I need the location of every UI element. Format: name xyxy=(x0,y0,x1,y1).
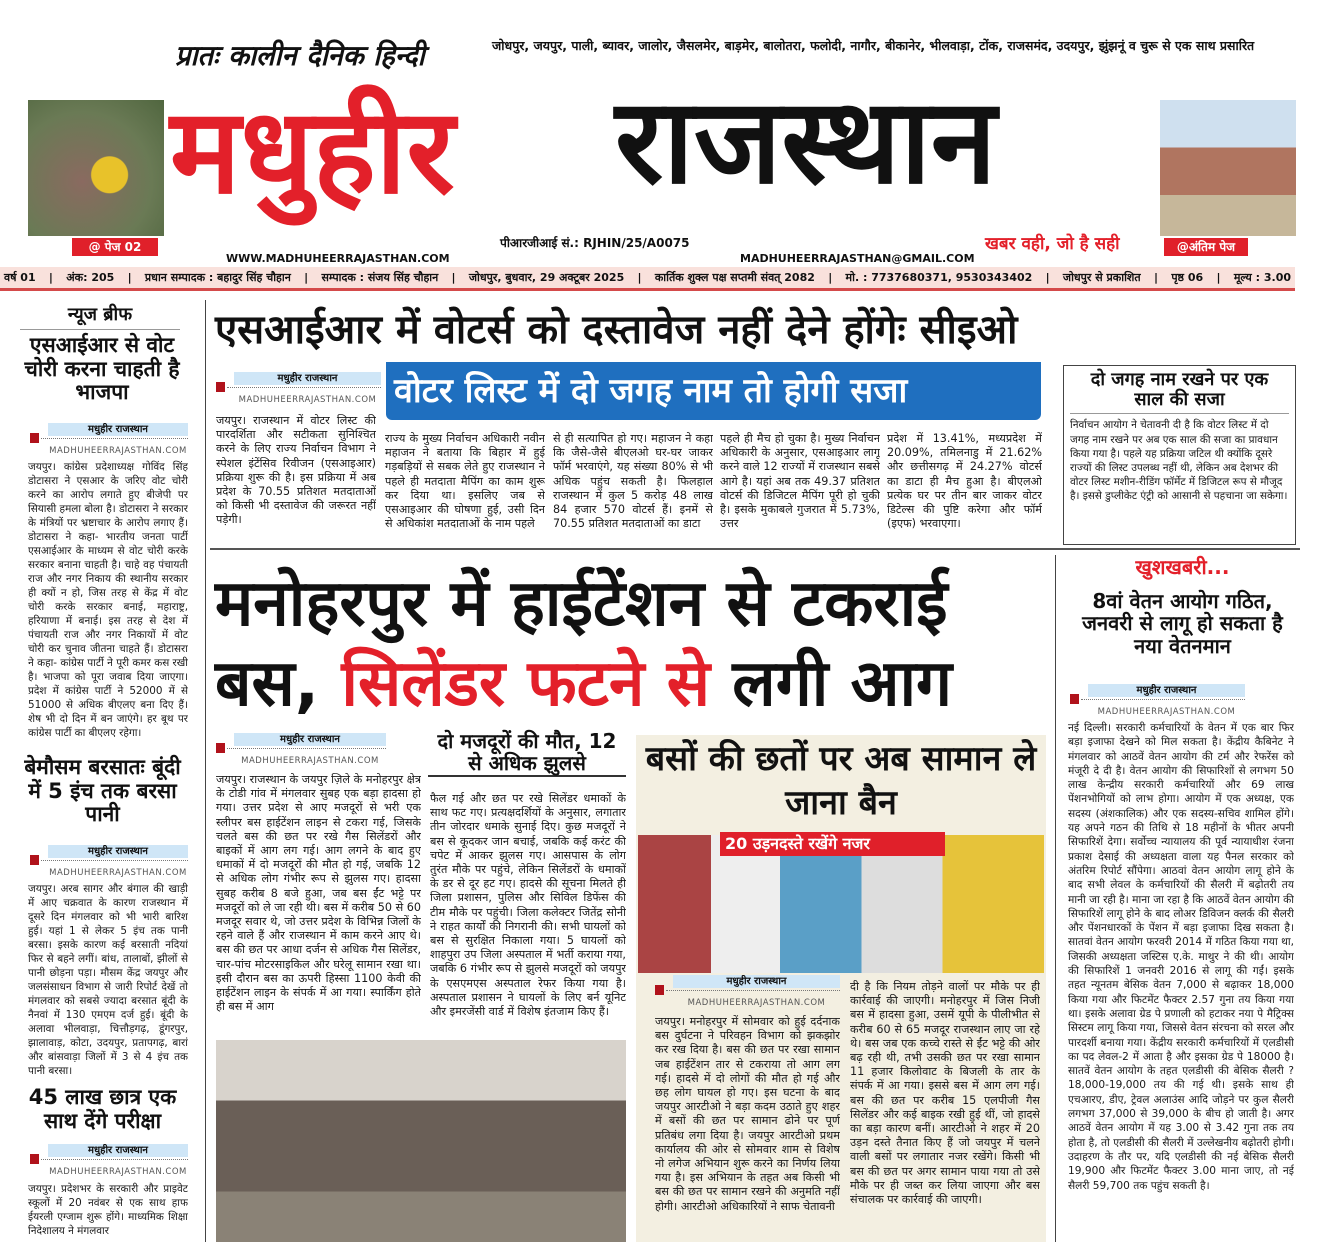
logo-red: मधुहीर xyxy=(170,82,455,220)
byline: मधुहीर राजस्थान MADHUHEERRAJASTHAN.COM xyxy=(30,423,188,459)
last-page-teaser-photo[interactable] xyxy=(1160,100,1296,236)
brief-1-text: जयपुर। कांग्रेस प्रदेशाध्यक्ष गोविंद सिंह डोटासरा ने एसआर के जरिए वोट चोरी करने का आरोप लगाते हुए बीजेपी पर सियासी हमला बोला है। डोटासरा ने सरकार के मंत्रियों पर भ्रष्टाचार के आरोप लगाए हैं। डोटासरा ने कहा- भारतीय जनता पार्टी एसआईआर के माध्यम से वोट चोरी करके सरकार बनाना चाहती है। चाहे वह पंचायती राज और नगर निकाय की स्थानीय सरकार ही क्यों न हो, जिस तरह से केंद्र में वोट चोरी करके सरकार बनाई, महाराष्ट्र, हरियाणा में बनाई। इस तरह से देश में पंचायती राज और नगर निकायों में वोट चोरी कर चुनाव जीतना चाहते हैं। डोटासरा ने कहा- कांग्रेस पार्टी ने पूरी कमर कस रखी है। भाजपा को पूरा जवाब दिया जाएगा। प्रदेश में कांग्रेस पार्टी ने 52000 में से 51000 से अधिक बीएलए बना दिए हैं। शेष भी दो दिन में बन जाएंगे। हर बूथ पर कांग्रेस पार्टी का बीएलए रहेगा। xyxy=(28,461,188,739)
brief-2-text: जयपुर। अरब सागर और बंगाल की खाड़ी में आए चक्रवात के कारण राजस्थान में दूसरे दिन मंगलवार को भी भारी बारिश हुई। यहां 1 से लेकर 5 इंच तक पानी बरसा। इसके कारण कई बरसाती नदियां फिर से बहने लगीं। बांध, तालाबों, झीलों से पानी छोड़ना पड़ा। मौसम केंद्र जयपुर और जलसंसाधन विभाग से जारी रिपोर्ट देखें तो मंगलवार को सबसे ज्यादा बरसात बूंदी के नैनवां में 130 एमएम दर्ज हुई। बूंदी के अलावा भीलवाड़ा, चित्तौड़गढ़, डूंगरपुर, झालावाड़, कोटा, उदयपुर, प्रतापगढ़, बारां और बांसवाड़ा जिलों में 3 से 4 इंच तक पानी बरसा। xyxy=(28,883,188,1077)
bus-ban-col-1: जयपुर। मनोहरपुर में सोमवार को हुई दर्दनाक बस दुर्घटना ने परिवहन विभाग को झकझोर कर रख दिया है। बस की छत पर रखा सामान जब हाईटेंशन तार से टकराया तो आग लग गई। हादसे में दो लोगों की मौत हो गई और छह लोग घायल हो गए। इस घटना के बाद जयपुर आरटीओ ने बड़ा कदम उठाते हुए शहर में बसों की छत पर सामान ढोने पर पूर्ण प्रतिबंध लगा दिया है। जयपुर आरटीओ प्रथम कार्यालय की ओर से सोमवार शाम से विशेष नो लगेज अभियान शुरू करने का निर्णय लिया गया है। इस अभियान के तहत अब किसी भी बस की छत पर सामान रखने की अनुमति नहीं होगी। आरटीओ अधिकारियों ने साफ चेतावनी xyxy=(655,1015,840,1213)
sidebar-box xyxy=(1063,365,1296,545)
byline: मधुहीर राजस्थान MADHUHEERRAJASTHAN.COM xyxy=(30,845,188,881)
info-editor: सम्पादक : संजय सिंह चौहान xyxy=(321,271,439,284)
top-story-col-2: राज्य के मुख्य निर्वाचन अधिकारी नवीन महाजन ने बताया कि बिहार में हुई गड़बड़ियों से सबक लेते हुए राजस्थान ने पहले ही मतदाता मैपिंग का काम शुरू कर दिया था। इसलिए जब से एसआइआर की घोषणा हुई, उसी दिन से अधिकांश मतदाताओं के नाम पहले xyxy=(385,432,545,531)
sidebar-box-text: निर्वाचन आयोग ने चेतावनी दी है कि वोटर लिस्ट में दो जगह नाम रखने पर अब एक साल की सजा का प्रावधान किया गया है। पहले यह प्रक्रिया जटिल थी क्योंकि दूसरे राज्यों की लिस्ट उपलब्ध नहीं थी, लेकिन अब देशभर की वोटर लिस्ट मशीन-रीडिंग फॉर्मेट में डिजिटल रूप से मौजूद है। इससे डुप्लीकेट एंट्री को आसानी से पहचाना जा सकेगा। xyxy=(1070,419,1288,503)
sidebar-box-title[interactable]: दो जगह नाम रखने पर एक साल की सजा xyxy=(1070,366,1289,414)
lead-col-1: जयपुर। राजस्थान के जयपुर ज़िले के मनोहरपुर क्षेत्र के टोडी गांव में मंगलवार सुबह एक बड़ा हादसा हो गया। उत्तर प्रदेश से आए मजदूरों से भरी एक स्लीपर बस हाईटेंशन लाइन से टकरा गई, जिसके चलते बस की छत पर रखे गैस सिलेंडरों और बाइकों में आग लग गई। आग लगने के बाद हुए धमाकों में दो मजदूरों की मौत हो गई, जबकि 12 से अधिक लोग गंभीर रूप से झुलस गए। हादसा सुबह करीब 8 बजे हुआ, जब बस ईंट भट्टे पर मजदूरों को ले जा रही थी। बस में करीब 50 से 60 मजदूर सवार थे, जो उत्तर प्रदेश के विभिन्न जिलों के रहने वाले हैं और राजस्थान में काम करने आए थे। बस की छत पर आधा दर्जन से अधिक गैस सिलेंडर, चार-पांच मोटरसाइकिल और घरेलू सामान रखा था। इसी दौरान बस का ऊपरी हिस्सा 1100 केवी की हाईटेंशन लाइन के संपर्क में आ गया। स्पार्किंग होते ही बस में आग xyxy=(216,773,421,1014)
brief-3-text: जयपुर। प्रदेशभर के सरकारी और प्राइवेट स्कूलों में 20 नवंबर से एक साथ हाफ ईयरली एग्जाम शुरू होंगे। माध्यमिक शिक्षा निदेशालय ने मंगलवार xyxy=(28,1183,188,1237)
section-divider xyxy=(210,548,1300,550)
lead-headline-part: बस, xyxy=(215,647,320,721)
brief-1-title[interactable]: एसआईआर से वोट चोरी करना चाहती है भाजपा xyxy=(24,333,180,405)
bus-ban-title[interactable]: बसों की छतों पर अब सामान ले जाना बैन xyxy=(645,739,1037,823)
top-story-col-5: प्रदेश में 13.41%, मध्यप्रदेश में 20.09%, तमिलनाडु में 21.62% और छत्तीसगढ़ में 24.27% वोटर्स का डाटा ही मैच हुआ है। बीएलओ प्रत्येक घर पर तीन बार जाकर वोटर डिटेल्स की पुष्टि करेगा और फॉर्म (इएफ) भरवाएगा। xyxy=(887,432,1042,531)
news-brief-heading: न्यूज ब्रीफ xyxy=(20,303,180,330)
byline: मधुहीर राजस्थान MADHUHEERRAJASTHAN.COM xyxy=(216,733,386,769)
info-bar: वर्ष 01 | अंक: 205 | प्रधान सम्पादक : बहादुर सिंह चौहान | सम्पादक : संजय सिंह चौहान | जोधपुर, बुधवार, 29 अक्टूबर 2025 | कार्तिक शुक्ल पक्ष सप्तमी संवत् 2082 | मो. : 7737680371, 9530343402 | जोधपुर से प्रकाशित | पृष्ठ 06 | मूल्य : 3.00 xyxy=(0,267,1295,291)
website-link[interactable]: WWW.MADHUHEERRAJASTHAN.COM xyxy=(226,252,450,265)
masthead xyxy=(0,0,1321,266)
top-story-headline[interactable]: एसआईआर में वोटर्स को दस्तावेज नहीं देने होंगेः सीइओ xyxy=(215,307,1018,353)
lead-subhead: दो मजदूरों की मौत, 12 से अधिक झुलसे xyxy=(428,730,626,777)
info-published: जोधपुर से प्रकाशित xyxy=(1062,271,1141,284)
email-link[interactable]: MADHUHEERRAJASTHAN@GMAIL.COM xyxy=(740,252,975,265)
slogan: खबर वही, जो है सही xyxy=(985,234,1120,254)
info-samvat: कार्तिक शुक्ल पक्ष सप्तमी संवत् 2082 xyxy=(654,271,815,284)
prgi-number: पीआरजीआई सं.: RJHIN/25/A0075 xyxy=(500,236,690,250)
right-text: नई दिल्ली। सरकारी कर्मचारियों के वेतन में एक बार फिर बड़ा इजाफा देखने को मिल सकता है। केंद्रीय कैबिनेट ने मंगलवार को आठवें वेतन आयोग की टर्म और रेफरेंस को मंजूरी दे दी है। वेतन आयोग की सिफारिशों से लगभग 50 लाख केन्द्रीय सरकारी कर्मचारियों और 69 लाख पेंशनभोगियों को लाभ होगा। आयोग में एक अध्यक्ष, एक सदस्य (अंशकालिक) और एक सदस्य-सचिव शामिल होंगे। यह अपने गठन की तिथि से 18 महीनों के भीतर अपनी सिफारिशें देगा। सर्वोच्च न्यायालय की पूर्व न्यायाधीश रंजना प्रकाश देसाई की अध्यक्षता वाला यह पैनल सरकार को अंतरिम रिपोर्ट सौंपेगा। आठवां वेतन आयोग लागू होने के बाद सभी लेवल के कर्मचारियों की सैलरी में बढ़ोतरी तय मानी जा रही है। माना जा रहा है कि आठवें वेतन आयोग की सिफारिशें लागू होने के बाद लोअर डिविजन क्लर्क की सैलरी और पेंशनधारकों के पेंशन में बड़ा इजाफा दिख सकता है। सातवां वेतन आयोग फरवरी 2014 में गठित किया गया था, जिसकी अध्यक्षता जस्टिस ए.के. माथुर ने की थी। आयोग की सिफारिशें 1 जनवरी 2016 से लागू की गईं। इसके तहत न्यूनतम बेसिक वेतन 7,000 से बढ़ाकर 18,000 किया गया और फिटमेंट फैक्टर 2.57 गुना तय किया गया था। इसके अलावा ग्रेड पे प्रणाली को हटाकर नया पे मैट्रिक्स सिस्टम लागू किया गया, जिससे वेतन संरचना को सरल और पारदर्शी बनाया गया। केंद्रीय सरकारी कर्मचारियों में एलडीसी का पद लेवल-2 में आता है और इसका ग्रेड पे 18000 है। सातवें वेतन आयोग के तहत एलडीसी की बेसिक सैलरी ?18,000-19,000 तय की गई थी। इसके साथ ही एचआरए, डीए, ट्रेवल अलाउंस आदि जोड़ने पर कुल सैलरी लगभग 37,000 से 39,000 के बीच हो जाती है। अगर आठवें वेतन आयोग में यह 3.00 से 3.42 गुना तक तय होता है, तो एलडीसी की सैलरी में उल्लेखनीय बढ़ोतरी होगी। उदाहरण के तौर पर, यदि एलडीसी की नई बेसिक सैलरी 19,900 और फिटमेंट फैक्टर 3.00 माना जाए, तो नई सैलरी 59,700 तक पहुंच सकती है। xyxy=(1068,722,1294,1192)
lead-headline-line-2[interactable] xyxy=(215,646,952,722)
byline: मधुहीर राजस्थान MADHUHEERRAJASTHAN.COM xyxy=(216,372,381,408)
top-story-col-3: से ही सत्यापित हो गए। महाजन ने कहा कि जैसे-जैसे बीएलओ घर-घर जाकर फॉर्म भरवाएंगे, यह संख्या 80% से भी अधिक पहुंच सकती है। फिलहाल राजस्थान में कुल 5 करोड़ 48 लाख 84 हजार 570 वोटर्स हैं। इनमें से 70.55 प्रतिशत मतदाताओं का डाटा xyxy=(553,432,713,531)
info-chief-editor: प्रधान सम्पादक : बहादुर सिंह चौहान xyxy=(144,271,291,284)
top-story-col-4: पहले ही मैच हो चुका है। मुख्य निर्वाचन अधिकारी के अनुसार, एसआइआर लागू करने वाले 12 राज्यों में राजस्थान सबसे आगे है। यहां अब तक 49.37 प्रतिशत वोटर्स की डिजिटल मैपिंग पूरी हो चुकी है। इसके मुकाबले गुजरात में 5.73%, उत्तर xyxy=(720,432,880,531)
lead-headline-line-1[interactable]: मनोहरपुर में हाईटेंशन से टकराई xyxy=(215,567,948,641)
info-price: मूल्य : 3.00 xyxy=(1233,271,1291,284)
right-kicker: खुशखबरी... xyxy=(1135,555,1230,579)
top-story-col-1: जयपुर। राजस्थान में वोटर लिस्ट की पारदर्शिता और सटीकता सुनिश्चित करने के लिए राज्य निर्वाचन विभाग ने स्पेशल इंटेंसिव रिवीजन (एसआइआर) प्रक्रिया शुरू की है। इस प्रक्रिया में अब प्रदेश के 70.55 प्रतिशत मतदाताओं को किसी भी दस्तावेज की जरूरत नहीं पड़ेगी। xyxy=(216,414,376,527)
tagline: प्रातः कालीन दैनिक हिन्दी xyxy=(175,39,425,72)
column-divider xyxy=(205,300,206,1242)
info-date: जोधपुर, बुधवार, 29 अक्टूबर 2025 xyxy=(468,271,625,284)
info-page: पृष्ठ 06 xyxy=(1171,271,1204,284)
page2-teaser-photo[interactable] xyxy=(28,100,164,236)
lead-col-2: फैल गई और छत पर रखे सिलेंडर धमाकों के साथ फट गए। प्रत्यक्षदर्शियों के अनुसार, लगातार तीन जोरदार धमाके सुनाई दिए। कुछ मजदूरों ने बस से कूदकर जान बचाई, जबकि कई करंट की चपेट में आकर झुलस गए। आसपास के लोग तुरंत मौके पर पहुंचे, लेकिन सिलेंडरों के धमाकों के डर से दूर हट गए। हादसे की सूचना मिलते ही जिला प्रशासन, पुलिस और सिविल डिफेंस की टीम मौके पर पहुंची। जिला कलेक्टर जितेंद्र सोनी ने राहत कार्यों की निगरानी की। सभी घायलों को बस से सुरक्षित निकाला गया। 5 घायलों को शाहपुरा उप जिला अस्पताल में भर्ती कराया गया, जबकि 6 गंभीर रूप से झुलसे मजदूरों को जयपुर के एसएमएस अस्पताल रेफर किया गया है। अस्पताल प्रशासन ने घायलों के लिए बर्न यूनिट और इमरजेंसी वार्ड में विशेष इंतजाम किए हैं। xyxy=(430,792,626,1019)
brief-2-title[interactable]: बेमौसम बरसातः बूंदी में 5 इंच तक बरसा पानी xyxy=(24,755,181,827)
bus-ban-banner-text: 20 उड़नदस्ते रखेंगे नजर xyxy=(725,834,870,853)
bus-ban-col-2: दी है कि नियम तोड़ने वालों पर मौके पर ही कार्रवाई की जाएगी। मनोहरपुर में जिस निजी बस में हादसा हुआ, उसमें यूपी के पीलीभीत से करीब 60 से 65 मजदूर राजस्थान लाए जा रहे थे। बस जब एक कच्चे रास्ते से ईंट भट्टे की ओर बढ़ रही थी, तभी उसकी छत पर रखा सामान 11 हजार किलोवाट के बिजली के तार के संपर्क में आ गया। इससे बस में आग लग गई। बस की छत पर करीब 15 एलपीजी गैस सिलेंडर और कई बाइक रखी हुई थीं, जो हादसे का बड़ा कारण बनीं। आरटीओ ने शहर में 20 उड़न दस्ते तैनात किए हैं जो जयपुर में चलने वाली बसों पर लगातार नजर रखेंगे। किसी भी बस की छत पर अगर सामान पाया गया तो उसे मौके पर ही जब्त कर लिया जाएगा और बस संचालक पर कार्रवाई की जाएगी। xyxy=(850,980,1040,1207)
byline: मधुहीर राजस्थान MADHUHEERRAJASTHAN.COM xyxy=(655,975,840,1011)
info-issue: अंक: 205 xyxy=(66,271,115,284)
lead-headline-red: सिलेंडर फटने से xyxy=(341,647,711,721)
bus-ban-box xyxy=(636,735,1046,1242)
page2-tag[interactable]: @ पेज 02 xyxy=(72,238,158,256)
byline: मधुहीर राजस्थान MADHUHEERRAJASTHAN.COM xyxy=(30,1144,188,1180)
edition-list: जोधपुर, जयपुर, पाली, ब्यावर, जालोर, जैसलमेर, बाड़मेर, बालोतरा, फलोदी, नागौर, बीकानेर, भीलवाड़ा, टोंक, राजसमंद, उदयपुर, झुंझनूं व चुरू से एक साथ प्रसारित xyxy=(492,38,1255,53)
lead-headline-part: लगी आग xyxy=(732,647,953,721)
byline: मधुहीर राजस्थान MADHUHEERRAJASTHAN.COM xyxy=(1070,684,1245,720)
logo-black: राजस्थान xyxy=(615,72,997,210)
right-title[interactable]: 8वां वेतन आयोग गठित, जनवरी से लागू हो सकता है नया वेतनमान xyxy=(1082,589,1283,658)
top-story-banner xyxy=(386,362,1041,420)
top-story-banner-text: वोटर लिस्ट में दो जगह नाम तो होगी सजा xyxy=(394,371,908,411)
info-phone: मो. : 7737680371, 9530343402 xyxy=(845,271,1033,284)
column-divider xyxy=(1055,555,1056,1242)
info-year: वर्ष 01 xyxy=(4,271,36,284)
burnt-bus-photo[interactable] xyxy=(216,1040,626,1242)
brief-3-title[interactable]: 45 लाख छात्र एक साथ देंगे परीक्षा xyxy=(28,1085,177,1133)
last-page-tag[interactable]: @अंतिम पेज xyxy=(1164,238,1248,256)
bus-ban-banner xyxy=(720,832,945,856)
